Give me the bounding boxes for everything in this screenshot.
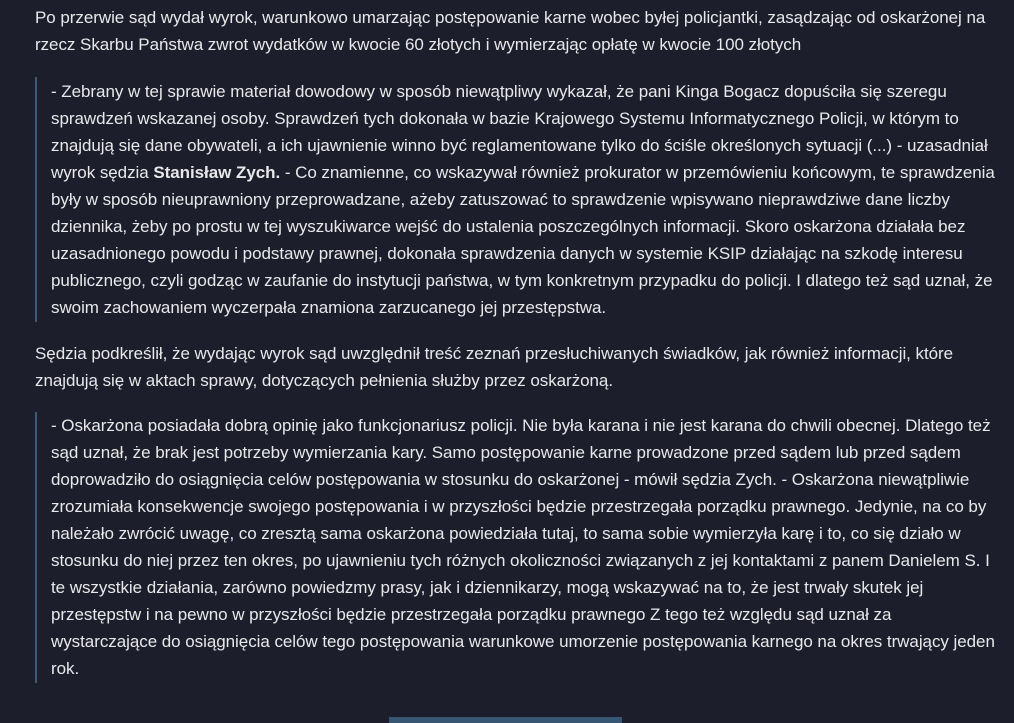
- paragraph-judge-emphasis: Sędzia podkreślił, że wydając wyrok sąd uwzględnił treść zeznań przesłuchiwanych świadków, jak również informacji, które znajdują się w aktach sprawy, dotyczących pełnienia służby przez oskarżoną.: [35, 344, 954, 390]
- blockquote-judge-reasoning: [35, 412, 995, 683]
- blockquote-judge-statement: [35, 77, 995, 322]
- quote-text: - Oskarżona posiadała dobrą opinię jako funkcjonariusz policji. Nie była karana i nie jest karana do chwili obecnej. Dlatego też sąd uznał, że brak jest potrzeby wymierzania kary. Samo postępowanie karne prowadzone przed sądem lub przed sądem doprowadziło do osiągnięcia celów postępowania w stosunku do oskarżonej - mówił sędzia Zych. - Oskarżona niewątpliwie zrozumiała konsekwencje swojego postępowania i w przyszłości będzie przestrzegała porządku prawnego. Jedynie, na co by należało zwrócić uwagę, co zresztą sama oskarżona powiedziała tutaj, to sama sobie wymierzyła karę i to, co się działo w stosunku do niej przez ten okres, po ujawnieniu tych różnych okoliczności związanych z jej kontaktami z panem Danielem S. I te wszystkie działania, zarówno powiedzmy prasy, jak i dziennikarzy, mogą wskazywać na to, że jest trwały skutek jej przestępstw i na pewno w przyszłości będzie przestrzegała porządku prawnego Z tego też względu sąd uznał za wystarczające do osiągnięcia celów tego postępowania warunkowe umorzenie postępowania karnego na okres trwający jeden rok.: [51, 416, 995, 678]
- quote-text-part-1: - Zebrany w tej sprawie materiał dowodowy w sposób niewątpliwy wykazał, że pani Kinga Bogacz dopuściła się szeregu sprawdzeń wskazanej osoby. Sprawdzeń tych dokonała w bazie Krajowego Systemu Informatycznego Policji, w którym to znajdują się dane obywateli, a ich ujawnienie winno być reglamentowane tylko do ściśle określonych sytuacji (...) - uzasadniał wyrok sędzia: [51, 82, 988, 182]
- quote-text: [51, 78, 995, 321]
- article-body: [35, 0, 995, 683]
- paragraph-verdict: Po przerwie sąd wydał wyrok, warunkowo umarzając postępowanie karne wobec byłej policjantki, zasądzając od oskarżonej na rzecz Skarbu Państwa zwrot wydatków w kwocie 60 złotych i wymierzając opłatę w kwocie 100 złotych: [35, 8, 986, 54]
- judge-name: Stanisław Zych.: [153, 163, 281, 182]
- bottom-button-edge[interactable]: [389, 717, 622, 723]
- quote-text-part-2: - Co znamienne, co wskazywał również prokurator w przemówieniu końcowym, te sprawdzenia były w sposób nieuprawniony przeprowadzane, ażeby zatuszować to sprawdzenie wpisywano nieprawdziwe dane liczby dziennika, żeby po prostu w tej wyszukiwarce wejść do ustalenia poszczególnych informacji. Skoro oskarżona działała bez uzasadnionego powodu i podstawy prawnej, dokonała sprawdzenia danych w systemie KSIP działając na szkodę interesu publicznego, czyli godząc w zaufanie do instytucji państwa, w tym konkretnym przypadku do policji. I dlatego też sąd uznał, że swoim zachowaniem wyczerpała znamiona zarzucanego jej przestępstwa.: [51, 163, 995, 317]
